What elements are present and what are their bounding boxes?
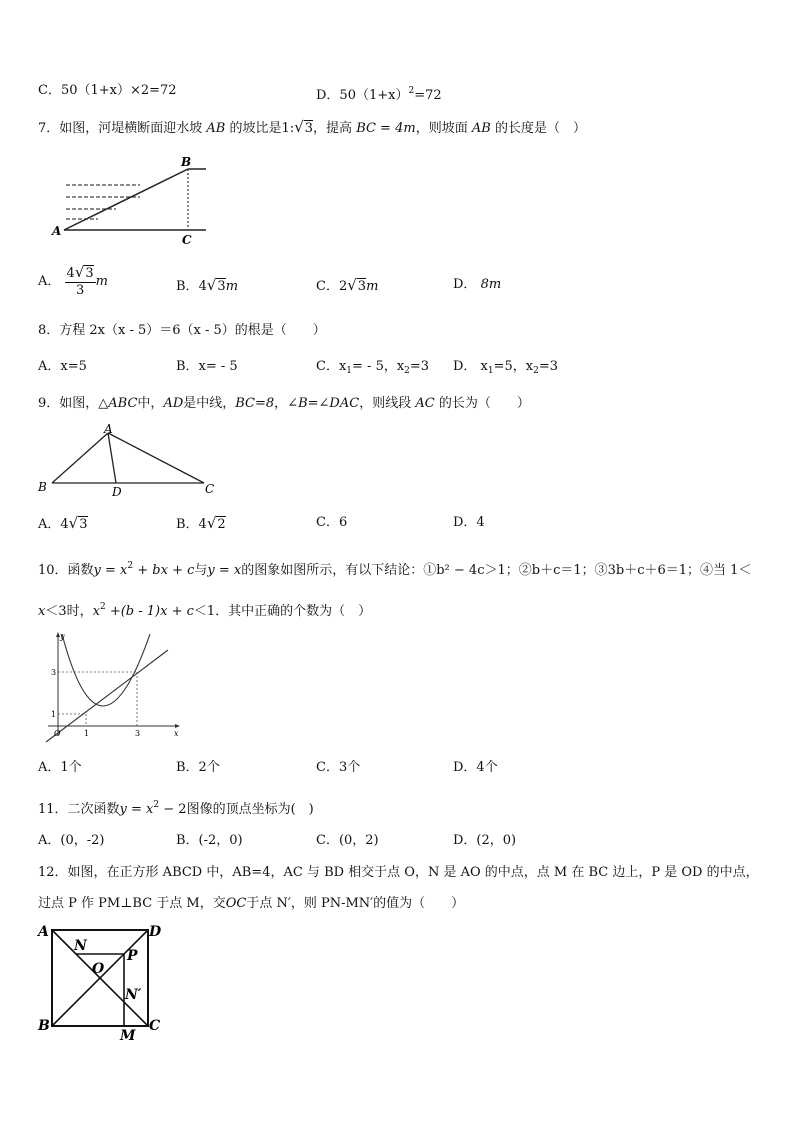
svg-text:P: P	[127, 948, 138, 964]
svg-text:A: A	[52, 224, 62, 238]
q9-figure	[36, 423, 226, 503]
svg-text:x: x	[174, 729, 179, 738]
q9-option-b: B．4√2	[176, 514, 226, 532]
q12-stem-line1: 12．如图，在正方形 ABCD 中，AB=4，AC 与 BD 相交于点 O，N 是 AO 的中点，点 M 在 BC 边上，P 是 OD 的中点，	[38, 865, 759, 880]
q10-option-a: A．1个	[38, 760, 82, 775]
q10-option-b: B．2个	[176, 760, 220, 775]
q11-option-c: C．(0，2)	[316, 833, 379, 848]
svg-text:B: B	[38, 480, 47, 494]
q8-stem: 8．方程 2x（x - 5）＝6（x - 5）的根是（ ）	[38, 323, 326, 338]
q11-option-d: D．(2，0)	[453, 833, 517, 848]
q6-option-c: C．50（1+x）×2=72	[38, 83, 177, 98]
q10-option-d: D．4个	[453, 760, 498, 775]
q9-option-a: A．4√3	[38, 514, 88, 532]
q11-option-a: A．(0，-2)	[38, 833, 105, 848]
svg-text:y: y	[60, 632, 65, 641]
svg-text:C: C	[182, 233, 192, 247]
q10-option-c: C．3个	[316, 760, 361, 775]
svg-text:A: A	[104, 422, 113, 436]
q7-option-a: A． $\frac{4√3}{3}$ m	[38, 263, 108, 298]
q6-option-d: D．$50(1+x)^2=72$	[316, 86, 442, 103]
q7-option-b: B．4√3m	[176, 276, 239, 294]
q7-option-d: D． 8m	[453, 277, 502, 292]
svg-text:O: O	[54, 729, 61, 738]
svg-text:1: 1	[51, 710, 57, 719]
svg-text:N: N	[74, 938, 87, 954]
q10-stem-line1: 10．函数$y = x^2$ + bx + c与y = x的图象如图所示，有以下结论：①b² − 4c＞1；②b＋c＝1；③3b＋c＋6＝1；④当 1＜	[38, 561, 752, 578]
svg-text:N′: N′	[125, 987, 142, 1003]
q11-option-b: B．(-2，0)	[176, 833, 243, 848]
q10-stem-line2: x＜3时，$x^2 +(b - 1)x + c<1$．其中正确的个数为（ ）	[38, 602, 372, 619]
svg-text:D: D	[149, 924, 162, 940]
q8-option-c: C．$x_1= - 5$，$x_2=3$	[316, 359, 430, 376]
svg-text:A: A	[38, 924, 49, 940]
q9-stem: 9．如图，△ABC中，AD是中线，BC=8，∠B=∠DAC，则线段 AC 的长为（ ）	[38, 396, 530, 411]
svg-text:B: B	[38, 1018, 50, 1034]
svg-text:M: M	[120, 1028, 136, 1044]
q7-option-c: C．2√3m	[316, 276, 379, 294]
q12-stem-line2: 过点 P 作 PM⊥BC 于点 M，交OC于点 N′，则 PN-MN′的值为（ ）	[38, 896, 465, 911]
svg-text:3: 3	[135, 729, 141, 738]
q11-stem: 11．二次函数$y = x^2 - 2$图像的顶点坐标为( )	[38, 800, 314, 817]
q7-stem: 7．如图，河堤横断面迎水坡 AB 的坡比是1:√3，提高 BC = 4m，则坡面 AB 的长度是（ ）	[38, 118, 586, 136]
q8-option-b: B．x= - 5	[176, 359, 238, 374]
svg-text:C: C	[205, 482, 215, 496]
q7-figure	[48, 155, 218, 245]
q8-option-d: D． $x_1=5$，$x_2=3$	[453, 359, 559, 376]
svg-text:3: 3	[51, 668, 57, 677]
q9-option-c: C．6	[316, 515, 348, 530]
q12-figure	[36, 922, 166, 1044]
svg-text:O: O	[92, 961, 105, 977]
q10-graph	[40, 630, 185, 745]
q9-option-d: D．4	[453, 515, 485, 530]
svg-text:D: D	[112, 485, 122, 499]
svg-text:B: B	[181, 155, 192, 169]
q8-option-a: A．x=5	[38, 359, 87, 374]
svg-text:1: 1	[84, 729, 90, 738]
svg-text:C: C	[149, 1018, 161, 1034]
